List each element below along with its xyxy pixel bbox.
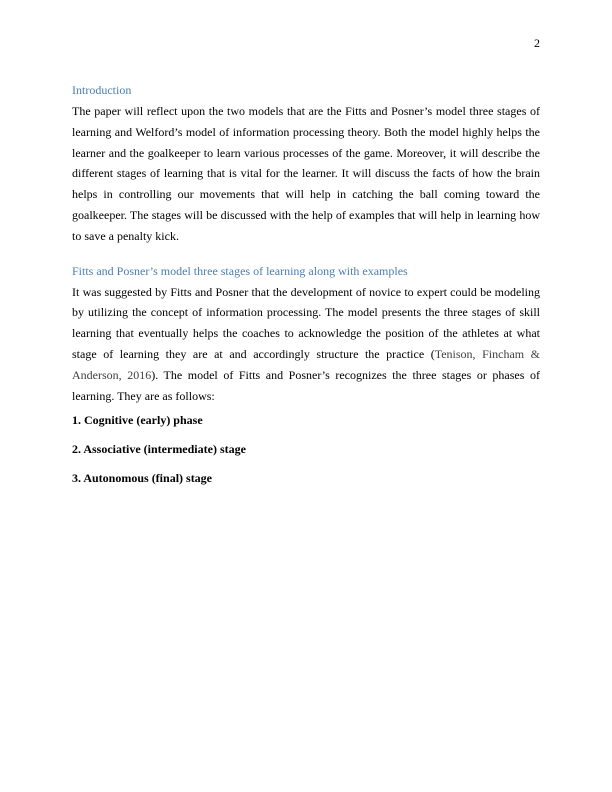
introduction-paragraph: The paper will reflect upon the two models that are the Fitts and Posner’s model three stages of learning and Welford’s model of information processing theory. Both the model highly helps the learner and the goalkeeper to learn various processes of the game. Moreover, it will describe the different stages of learning that is vital for the learner. It will discuss the facts of how the brain helps in controlling our movements that will help in catching the ball coming toward the goalkeeper. The stages will be discussed with the help of examples that will help in learning how to save a penalty kick.: [72, 104, 540, 243]
paragraph-text-start: It was suggested by Fitts and Posner that the development of novice to expert could be modeling by utilizing the concept of information processing. The model presents the three stages of skill learning that eventually helps the coaches to acknowledge the position of the athletes at what stage of learning they are at and accordingly structure the practice (: [72, 284, 540, 361]
paragraph-text-end: ). The model of Fitts and Posner’s recognizes the three stages or phases of learning. They are as follows:: [72, 367, 540, 403]
stage-item-associative: 2. Associative (intermediate) stage: [72, 442, 246, 457]
fitts-posner-paragraph: [72, 282, 540, 407]
stage-list: [72, 413, 540, 485]
fitts-posner-heading: Fitts and Posner’s model three stages of learning along with examples: [72, 263, 408, 278]
page-number: 2: [534, 36, 540, 50]
stage-item-autonomous: 3. Autonomous (final) stage: [72, 471, 213, 486]
document-body: [72, 82, 540, 500]
stage-item-cognitive: 1. Cognitive (early) phase: [72, 413, 203, 428]
citation: Tenison, Fincham & Anderson, 2016: [72, 346, 540, 382]
introduction-heading: Introduction: [72, 83, 132, 97]
